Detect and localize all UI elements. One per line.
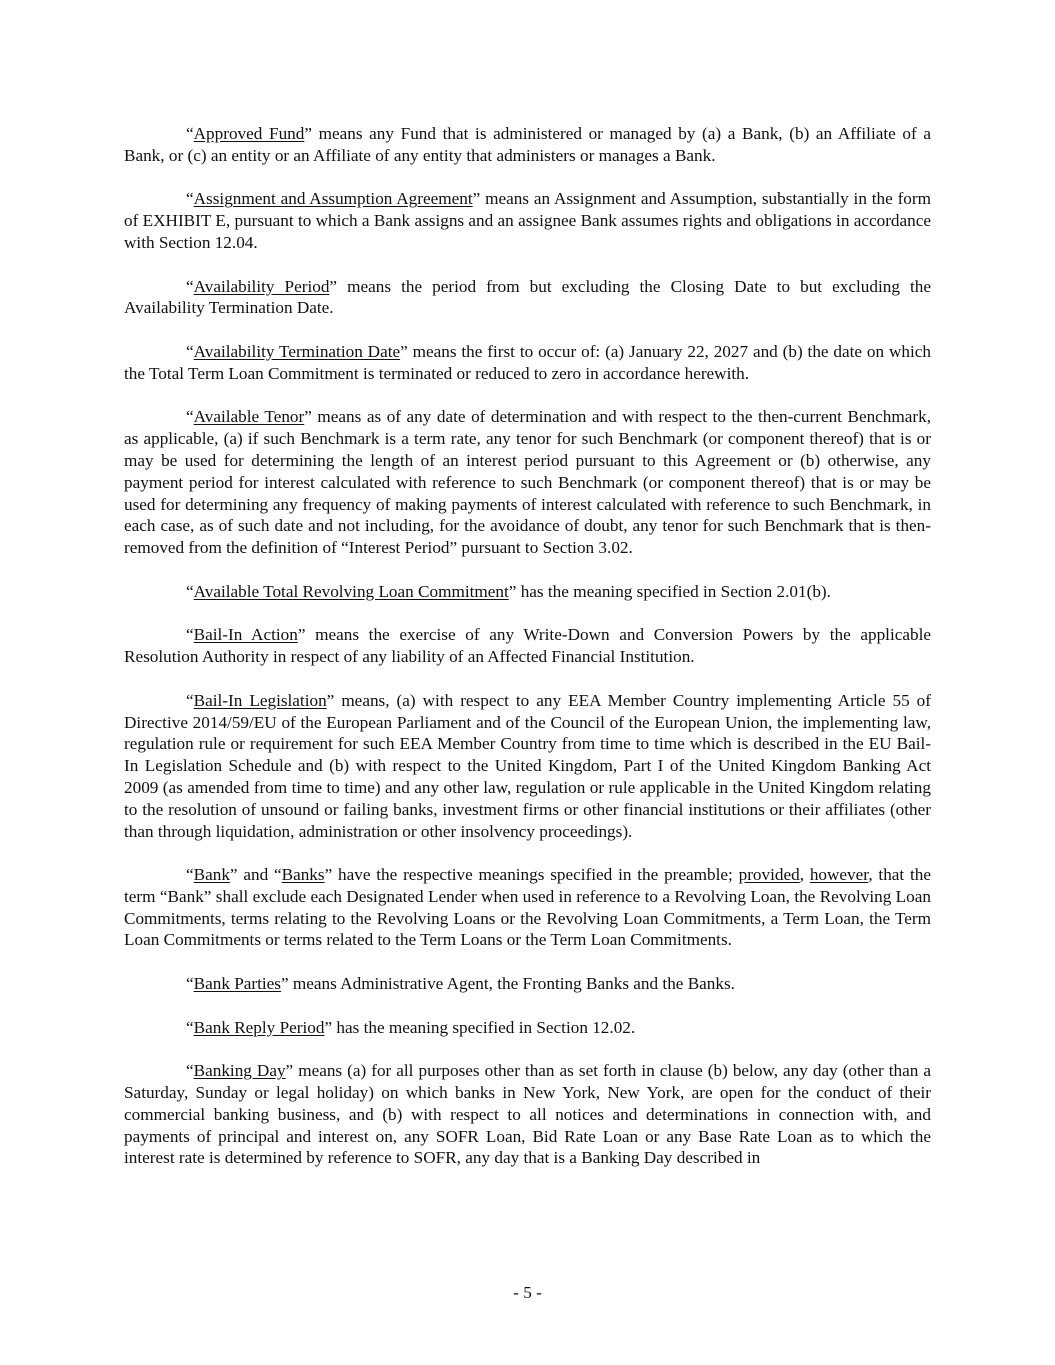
definition-available-tenor: “Available Tenor” means as of any date of determination and with respect to the then-current Benchmark, as applicable, (a) if such Benchmark is a term rate, any tenor for such Benchmark (or component thereof) that is or may be used for determining the length of an interest period pursuant to this Agreement or (b) otherwise, any payment period for interest calculated with reference to such Benchmark (or component thereof) that is or may be used for determining any frequency of making payments of interest calculated with reference to such Benchmark, in each case, as of such date and not including, for the avoidance of doubt, any tenor for such Benchmark that is then-removed from the definition of “Interest Period” pursuant to Section 3.02.: [124, 407, 932, 558]
defined-term: Banks: [281, 865, 325, 885]
definition-bail-in-legislation: “Bail-In Legislation” means, (a) with respect to any EEA Member Country implementing Article 55 of Directive 2014/59/EU of the European Parliament and of the Council of the European Union, the implementing law, regulation rule or requirement for such EEA Member Country from time to time which is described in the EU Bail-In Legislation Schedule and (b) with respect to the United Kingdom, Part I of the United Kingdom Banking Act 2009 (as amended from time to time) and any other law, regulation or rule applicable in the United Kingdom relating to the resolution of unsound or failing banks, investment firms or other financial institutions or their affiliates (other than through liquidation, administration or other insolvency proceedings).: [124, 690, 931, 841]
emphasis-term: provided: [738, 865, 800, 885]
definition-approved-fund: “Approved Fund” means any Fund that is administered or managed by (a) a Bank, (b) an Affiliate of a Bank, or (c) an entity or an Affiliate of any entity that administers or manages a Bank.: [124, 124, 931, 165]
emphasis-term: however: [809, 865, 869, 885]
defined-term: Bail-In Legislation: [193, 690, 327, 710]
defined-term: Available Tenor: [193, 407, 305, 427]
defined-term: Availability Termination Date: [193, 341, 401, 361]
definition-bank-parties: “Bank Parties” means Administrative Agent, the Fronting Banks and the Banks.: [186, 974, 735, 994]
definition-bank: “Bank” and “Banks” have the respective meanings specified in the preamble; provided, however, that the term “Bank” shall exclude each Designated Lender when used in reference to a Revolving Loan, the Revolving Loan Commitments, terms relating to the Revolving Loans or the Revolving Loan Commitments, a Term Loan, the Term Loan Commitments or terms related to the Term Loans or the Term Loan Commitments.: [124, 865, 931, 950]
defined-term: Bank Reply Period: [193, 1017, 325, 1037]
defined-term: Banking Day: [193, 1061, 286, 1081]
defined-term: Bail-In Action: [193, 625, 298, 645]
definition-assignment-and-assumption-agreement: “Assignment and Assumption Agreement” means an Assignment and Assumption, substantially in the form of EXHIBIT E, pursuant to which a Bank assigns and an assignee Bank assumes rights and obligations in accordance with Section 12.04.: [124, 189, 931, 252]
defined-term: Approved Fund: [193, 124, 305, 143]
definition-available-total-revolving-loan-commitment: “Available Total Revolving Loan Commitment” has the meaning specified in Section 2.01(b).: [186, 581, 831, 601]
defined-term: Bank Parties: [193, 974, 281, 994]
defined-term: Available Total Revolving Loan Commitment: [193, 581, 509, 601]
defined-term: Bank: [193, 865, 230, 885]
page-number: - 5 -: [513, 1283, 542, 1302]
defined-term: Availability Period: [193, 276, 330, 296]
definition-bank-reply-period: “Bank Reply Period” has the meaning specified in Section 12.02.: [186, 1017, 636, 1037]
document-page: [124, 123, 931, 1191]
defined-term: Assignment and Assumption Agreement: [193, 189, 473, 209]
definition-availability-termination-date: “Availability Termination Date” means the first to occur of: (a) January 22, 2027 and (b) the date on which the Total Term Loan Commitment is terminated or reduced to zero in accordance herewith.: [124, 341, 931, 383]
definition-bail-in-action: “Bail-In Action” means the exercise of any Write-Down and Conversion Powers by the applicable Resolution Authority in respect of any liability of an Affected Financial Institution.: [124, 625, 931, 667]
definition-banking-day: “Banking Day” means (a) for all purposes other than as set forth in clause (b) below, any day (other than a Saturday, Sunday or legal holiday) on which banks in New York, New York, are open for the conduct of their commercial banking business, and (b) with respect to all notices and determinations in connection with, and payments of principal and interest on, any SOFR Loan, Bid Rate Loan or any Base Rate Loan as to which the interest rate is determined by reference to SOFR, any day that is a Banking Day described in: [124, 1061, 931, 1168]
definition-availability-period: “Availability Period” means the period from but excluding the Closing Date to but excluding the Availability Termination Date.: [124, 276, 931, 318]
